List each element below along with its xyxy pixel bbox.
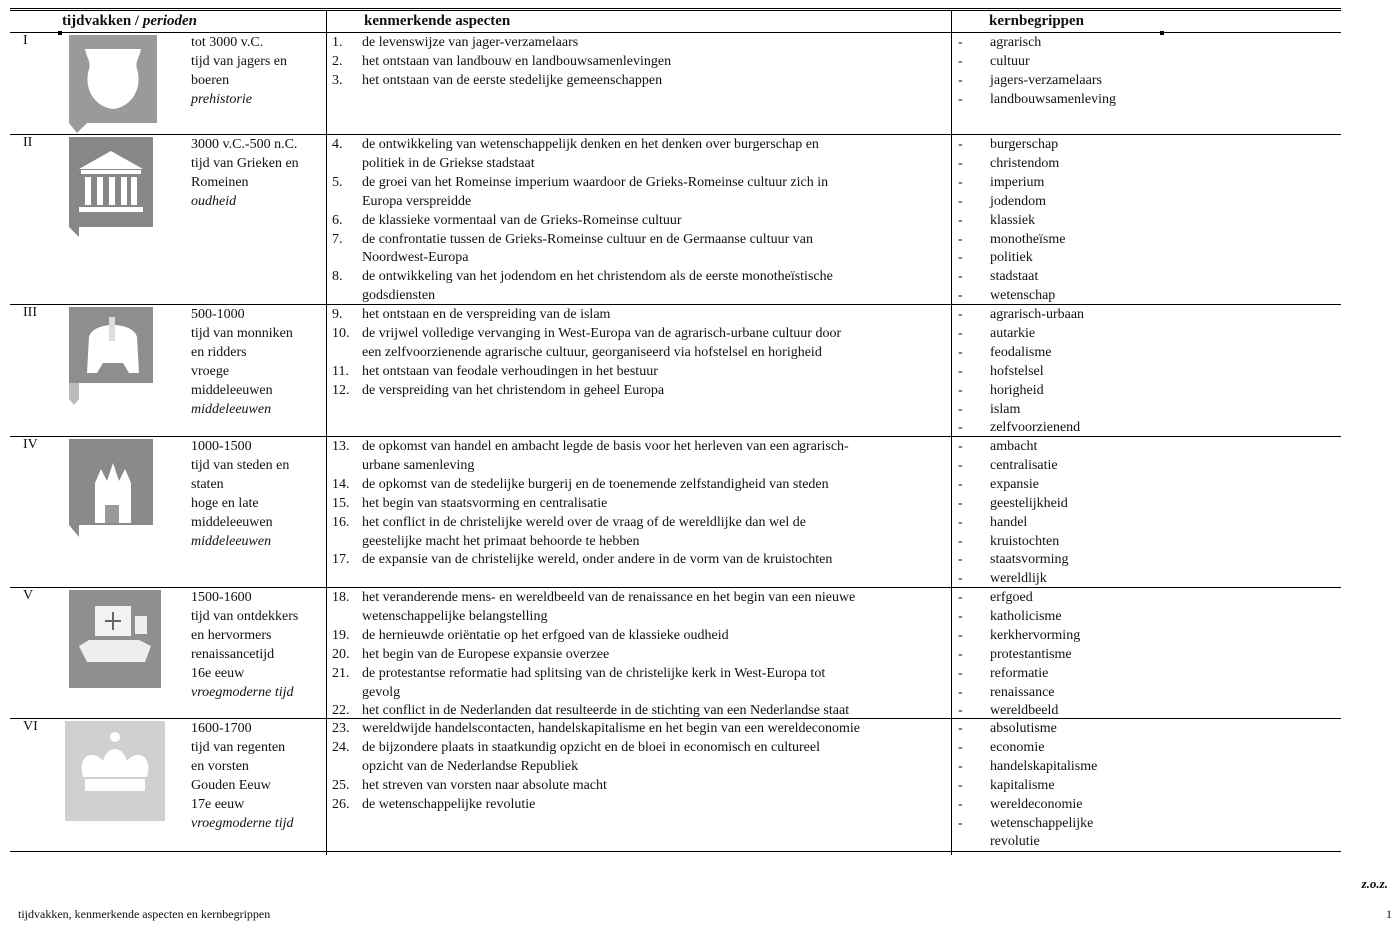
aspect-text: de ontwikkeling van wetenschappelijk denken en het denken over burgerschap en xyxy=(362,137,819,152)
aspect-item xyxy=(332,268,952,306)
aspect-text: de confrontatie tussen de Grieks-Romeinse cultuur en de Germaanse cultuur van xyxy=(362,231,813,247)
aspect-list xyxy=(332,306,952,401)
period-info-line: hoge en late xyxy=(191,495,259,511)
aspect-text: opzicht van de Nederlandse Republiek xyxy=(362,758,579,774)
aspect-text: het ontstaan van feodale verhoudingen in het bestuur xyxy=(362,363,658,379)
period-info-line: Romeinen xyxy=(191,174,249,190)
aspect-item xyxy=(332,306,952,325)
concept-text: wetenschappelijke xyxy=(990,815,1094,831)
aspect-number: 9. xyxy=(332,307,343,322)
concept-item: - kerkhervorming xyxy=(956,627,1336,646)
period-info-line: 3000 v.C.-500 n.C. xyxy=(191,137,298,152)
aspect-text: politiek in de Griekse stadstaat xyxy=(362,155,535,171)
period-info-line: tijd van ontdekkers xyxy=(191,608,299,624)
aspect-number: 8. xyxy=(332,269,343,285)
table-row xyxy=(10,304,1341,436)
period-info xyxy=(191,720,326,833)
aspect-item xyxy=(332,551,952,570)
aspect-number: 17. xyxy=(332,552,350,568)
concept-item: - imperium xyxy=(956,174,1336,193)
period-number: III xyxy=(23,305,37,320)
concept-item: - handelskapitalisme xyxy=(956,758,1336,777)
aspect-text: de opkomst van de stedelijke burgerij en de toenemende zelfstandigheid van steden xyxy=(362,476,829,492)
period-info-line: tot 3000 v.C. xyxy=(191,35,264,50)
aspect-number: 1. xyxy=(332,35,343,50)
column-divider-1 xyxy=(326,10,327,855)
period-info-line: tijd van regenten xyxy=(191,739,286,755)
concept-item: - agrarisch-urbaan xyxy=(956,306,1336,325)
aspect-number: 11. xyxy=(332,363,349,379)
aspect-number: 13. xyxy=(332,439,350,454)
concept-item: - renaissance xyxy=(956,684,1336,703)
aspect-number: 10. xyxy=(332,325,350,341)
turn-over-note: z.o.z. xyxy=(1361,876,1388,891)
footer-title: tijdvakken, kenmerkende aspecten en kernbegrippen xyxy=(18,907,271,921)
aspect-item xyxy=(332,382,952,401)
concept-item: - kapitalisme xyxy=(956,777,1336,796)
top-rule xyxy=(10,8,1341,9)
concept-item: - wereldbeeld xyxy=(956,702,1336,721)
bottom-rule xyxy=(10,851,1341,852)
ship-icon xyxy=(65,590,163,690)
aspect-number: 20. xyxy=(332,646,350,662)
table-row xyxy=(10,718,1341,850)
period-info xyxy=(191,438,326,551)
aspect-text: de levenswijze van jager-verzamelaars xyxy=(362,35,579,50)
aspect-list xyxy=(332,136,952,306)
period-info xyxy=(191,136,326,212)
concept-item: - burgerschap xyxy=(956,136,1336,155)
period-info-line: 500-1000 xyxy=(191,307,245,322)
period-number: VI xyxy=(23,719,38,734)
concept-item: - autarkie xyxy=(956,325,1336,344)
concept-item: - agrarisch xyxy=(956,34,1336,53)
period-info-line: vroege xyxy=(191,363,230,379)
period-era: middeleeuwen xyxy=(191,533,272,549)
header-rule xyxy=(10,32,1341,33)
period-info-line: tijd van monniken xyxy=(191,325,293,341)
period-number: IV xyxy=(23,437,38,452)
temple-icon xyxy=(65,137,163,237)
aspect-item xyxy=(332,665,952,703)
aspect-item xyxy=(332,136,952,174)
aspect-number: 24. xyxy=(332,739,350,755)
header-periods-label: tijdvakken / xyxy=(62,13,143,29)
concept-item: - politiek xyxy=(956,249,1336,268)
aspect-item xyxy=(332,363,952,382)
aspect-text: Europa verspreidde xyxy=(362,193,472,209)
aspect-item xyxy=(332,589,952,627)
aspect-list xyxy=(332,34,952,91)
aspect-text: de klassieke vormentaal van de Grieks-Romeinse cultuur xyxy=(362,212,682,228)
aspect-item xyxy=(332,796,952,815)
aspect-text: geestelijke macht het primaat behoorde te hebben xyxy=(362,533,640,549)
table-row xyxy=(10,436,1341,587)
aspect-item xyxy=(332,34,952,53)
concept-item: - islam xyxy=(956,401,1336,420)
aspect-item xyxy=(332,476,952,495)
aspect-number: 3. xyxy=(332,72,343,88)
aspect-list xyxy=(332,438,952,570)
concept-item: - staatsvorming xyxy=(956,551,1336,570)
aspect-text: de verspreiding van het christendom in geheel Europa xyxy=(362,382,665,398)
period-info-line: 1500-1600 xyxy=(191,590,252,605)
period-era: prehistorie xyxy=(191,91,252,107)
aspect-number: 5. xyxy=(332,174,343,190)
concept-item: - jodendom xyxy=(956,193,1336,212)
aspect-text: het streven van vorsten naar absolute macht xyxy=(362,777,607,793)
concept-item: - landbouwsamenleving xyxy=(956,91,1336,110)
aspect-text: gevolg xyxy=(362,684,401,700)
concept-list xyxy=(956,306,1336,438)
aspect-number: 25. xyxy=(332,777,350,793)
aspect-text: de hernieuwde oriëntatie op het erfgoed van de klassieke oudheid xyxy=(362,627,729,643)
period-info-line: en hervormers xyxy=(191,627,272,643)
concept-item: - christendom xyxy=(956,155,1336,174)
helmet-icon xyxy=(65,307,163,407)
aspect-item xyxy=(332,739,952,777)
aspect-text: wetenschappelijke belangstelling xyxy=(362,608,548,624)
header-periods-italic: perioden xyxy=(142,13,198,29)
aspect-text: de vrijwel volledige vervanging in West-Europa van de agrarisch-urbane cultuur door xyxy=(362,325,842,341)
aspect-text: de opkomst van handel en ambacht legde de basis voor het herleven van een agrarisch- xyxy=(362,439,849,454)
period-info-line: 16e eeuw xyxy=(191,665,245,681)
concept-item: - protestantisme xyxy=(956,646,1336,665)
aspect-list xyxy=(332,589,952,721)
header-aspects: kenmerkende aspecten xyxy=(364,13,511,29)
aspect-text: de bijzondere plaats in staatkundig opzicht en de bloei in economisch en cultureel xyxy=(362,739,820,755)
concept-item: - wereldlijk xyxy=(956,570,1336,589)
aspect-number: 19. xyxy=(332,627,350,643)
aspect-list xyxy=(332,720,952,815)
aspect-text: het begin van de Europese expansie overzee xyxy=(362,646,610,662)
concept-list xyxy=(956,720,1336,852)
aspect-item xyxy=(332,777,952,796)
aspect-text: Noordwest-Europa xyxy=(362,250,469,266)
table-row xyxy=(10,134,1341,304)
aspect-number: 26. xyxy=(332,796,350,812)
concept-item: - zelfvoorzienend xyxy=(956,419,1336,438)
city-gate-icon xyxy=(65,439,163,539)
concept-list xyxy=(956,589,1336,721)
pot-icon xyxy=(65,35,163,135)
concept-item: - kruistochten xyxy=(956,533,1336,552)
page-number: 1 xyxy=(1386,907,1392,921)
period-era: middeleeuwen xyxy=(191,401,272,417)
concept-item: - klassiek xyxy=(956,212,1336,231)
period-era: vroegmoderne tijd xyxy=(191,684,294,700)
aspect-text: het veranderende mens- en wereldbeeld van de renaissance en het begin van een nieuwe xyxy=(362,590,856,605)
aspect-number: 4. xyxy=(332,137,343,152)
aspect-item xyxy=(332,72,952,91)
period-info-line: boeren xyxy=(191,72,230,88)
aspect-number: 23. xyxy=(332,721,350,736)
aspect-item xyxy=(332,514,952,552)
aspect-text: het conflict in de christelijke wereld over de vraag of de wereldlijke dan wel de xyxy=(362,514,806,530)
period-era: vroegmoderne tijd xyxy=(191,815,294,831)
aspect-text: de wetenschappelijke revolutie xyxy=(362,796,536,812)
aspect-text: de groei van het Romeinse imperium waardoor de Grieks-Romeinse cultuur zich in xyxy=(362,174,829,190)
aspect-text: de ontwikkeling van het jodendom en het christendom als de eerste monotheïstische xyxy=(362,269,833,285)
aspect-text: de expansie van de christelijke wereld, onder andere in de vorm van de kruistochten xyxy=(362,552,833,568)
concept-item: - cultuur xyxy=(956,53,1336,72)
concept-item: - wereldeconomie xyxy=(956,796,1336,815)
aspect-text: wereldwijde handelscontacten, handelskapitalisme en het begin van een wereldeconomie xyxy=(362,721,860,736)
concept-item: - jagers-verzamelaars xyxy=(956,72,1336,91)
period-number: V xyxy=(23,588,34,603)
aspect-item xyxy=(332,495,952,514)
aspect-text: het ontstaan en de verspreiding van de islam xyxy=(362,307,611,322)
aspect-item xyxy=(332,212,952,231)
aspect-number: 18. xyxy=(332,590,350,605)
concept-text: revolutie xyxy=(990,834,1040,850)
period-info-line: tijd van jagers en xyxy=(191,53,288,69)
aspect-item xyxy=(332,627,952,646)
aspect-number: 2. xyxy=(332,53,343,69)
aspect-text: het ontstaan van de eerste stedelijke gemeenschappen xyxy=(362,72,663,88)
aspect-item xyxy=(332,720,952,739)
aspect-number: 22. xyxy=(332,703,350,719)
period-info-line: renaissancetijd xyxy=(191,646,275,662)
crown-icon xyxy=(65,721,163,821)
concept-item: - economie xyxy=(956,739,1336,758)
concept-item: - wetenschap xyxy=(956,287,1336,306)
aspect-number: 7. xyxy=(332,231,343,247)
concept-item: - reformatie xyxy=(956,665,1336,684)
aspect-text: het conflict in de Nederlanden dat resulteerde in de stichting van een Nederlandse staat xyxy=(362,703,850,719)
aspect-text: het begin van staatsvorming en centralisatie xyxy=(362,495,608,511)
period-info-line: tijd van steden en xyxy=(191,457,290,473)
period-info xyxy=(191,589,326,702)
concept-item: - expansie xyxy=(956,476,1336,495)
aspect-number: 12. xyxy=(332,382,350,398)
period-info-line: middeleeuwen xyxy=(191,514,273,530)
concept-item xyxy=(956,815,1336,853)
aspect-item xyxy=(332,646,952,665)
period-info-line: staten xyxy=(191,476,224,492)
concept-item: - horigheid xyxy=(956,382,1336,401)
aspect-text: godsdiensten xyxy=(362,288,436,304)
aspect-item xyxy=(332,174,952,212)
concept-item: - centralisatie xyxy=(956,457,1336,476)
aspect-text: een zelfvoorzienende agrarische cultuur, georganiseerd via hofstelsel en horigheid xyxy=(362,344,822,360)
header-periods xyxy=(62,13,197,29)
period-info-line: 1000-1500 xyxy=(191,439,252,454)
aspect-text: de protestantse reformatie had splitsing van de christelijke kerk in West-Europa tot xyxy=(362,665,826,681)
concept-item: - geestelijkheid xyxy=(956,495,1336,514)
aspect-number: 14. xyxy=(332,476,350,492)
period-info-line: 17e eeuw xyxy=(191,796,245,812)
period-info-line: tijd van Grieken en xyxy=(191,155,299,171)
aspect-text: urbane samenleving xyxy=(362,457,475,473)
aspect-number: 15. xyxy=(332,495,350,511)
concept-item: - absolutisme xyxy=(956,720,1336,739)
table-row xyxy=(10,587,1341,719)
period-era: oudheid xyxy=(191,193,237,209)
concept-list xyxy=(956,438,1336,589)
concept-item: - hofstelsel xyxy=(956,363,1336,382)
concept-item: - stadstaat xyxy=(956,268,1336,287)
period-number: I xyxy=(23,33,28,48)
aspect-item xyxy=(332,325,952,363)
period-info-line: middeleeuwen xyxy=(191,382,273,398)
top-rule-double xyxy=(10,10,1341,11)
concept-item: - erfgoed xyxy=(956,589,1336,608)
period-info xyxy=(191,306,326,419)
period-info-line: en ridders xyxy=(191,344,247,360)
concept-item: - feodalisme xyxy=(956,344,1336,363)
aspect-number: 6. xyxy=(332,212,343,228)
aspect-item xyxy=(332,438,952,476)
concept-item: - monotheïsme xyxy=(956,231,1336,250)
concept-list xyxy=(956,34,1336,110)
aspect-text: het ontstaan van landbouw en landbouwsamenlevingen xyxy=(362,53,672,69)
period-info-line: en vorsten xyxy=(191,758,249,774)
concept-list xyxy=(956,136,1336,306)
concept-item: - handel xyxy=(956,514,1336,533)
aspect-item xyxy=(332,231,952,269)
concept-item: - ambacht xyxy=(956,438,1336,457)
period-info-line: 1600-1700 xyxy=(191,721,252,736)
aspect-item xyxy=(332,53,952,72)
period-number: II xyxy=(23,135,33,150)
aspect-number: 16. xyxy=(332,514,350,530)
concept-item: - katholicisme xyxy=(956,608,1336,627)
period-info-line: Gouden Eeuw xyxy=(191,777,271,793)
header-concepts: kernbegrippen xyxy=(989,13,1085,29)
period-info xyxy=(191,34,326,110)
aspect-number: 21. xyxy=(332,665,350,681)
